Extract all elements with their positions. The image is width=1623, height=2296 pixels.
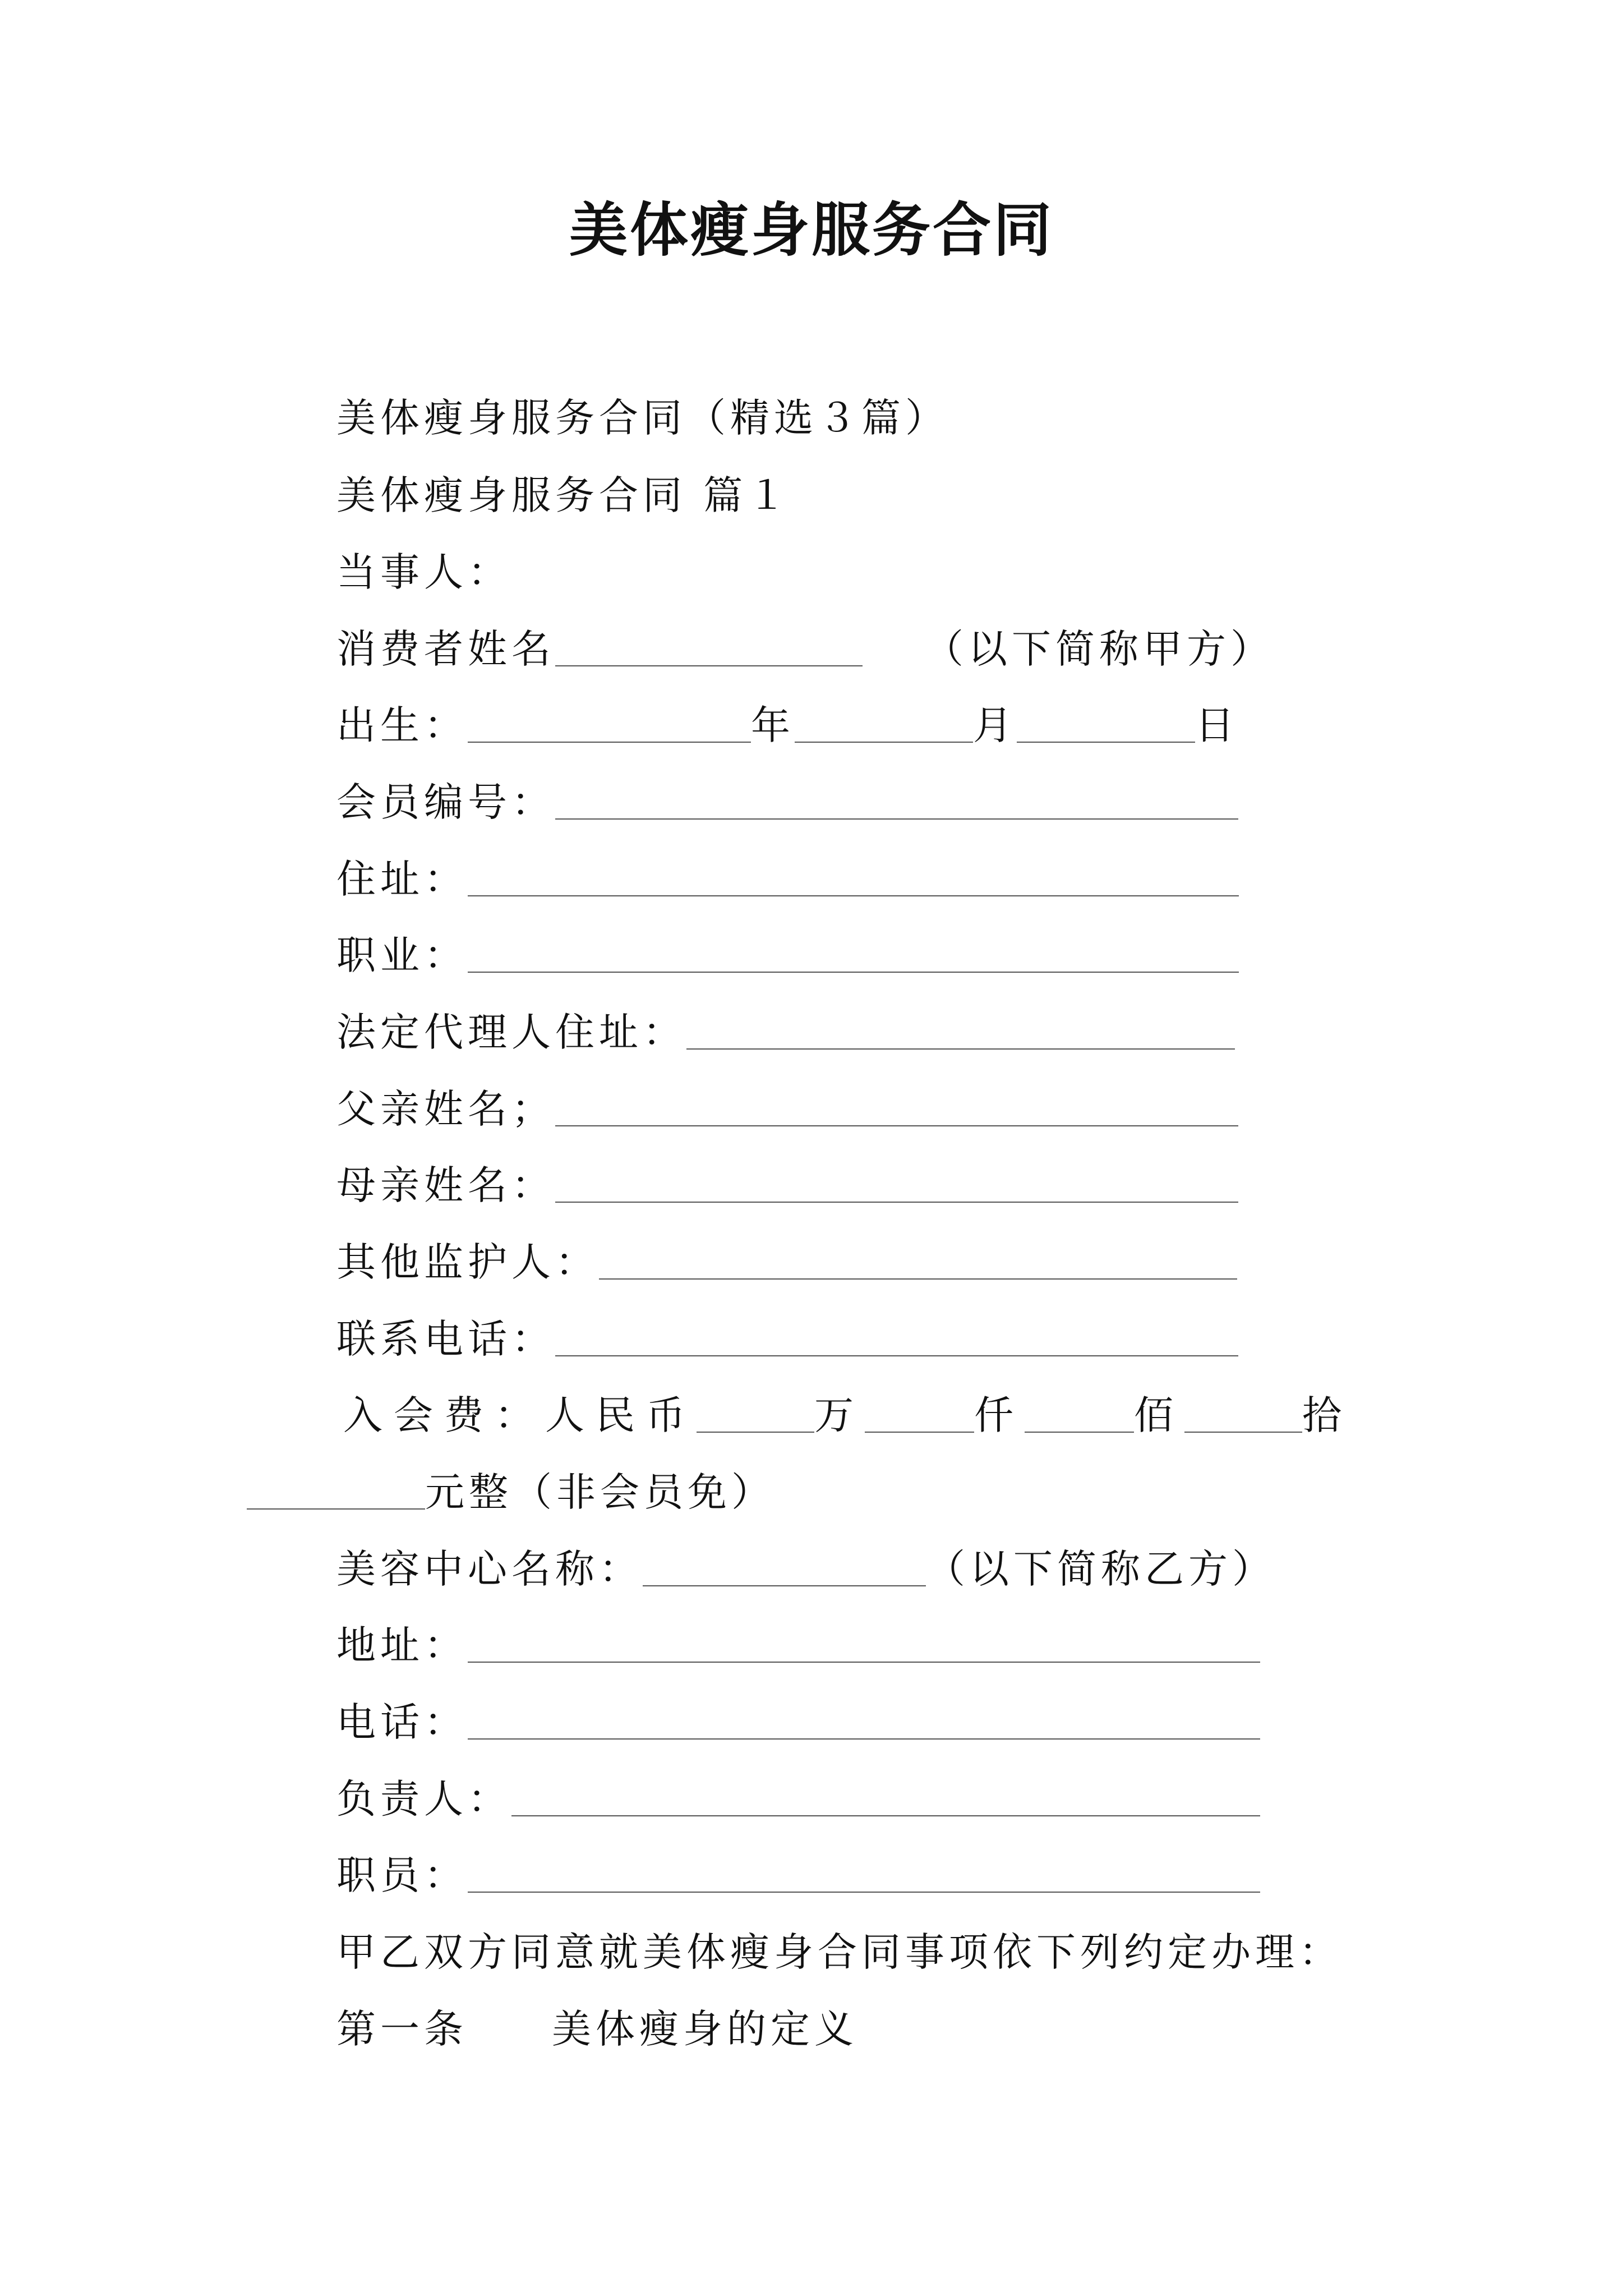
birth-day-label: 日 xyxy=(1195,702,1239,748)
parties-label: 当事人： xyxy=(336,549,511,595)
fee-label: 入会费：人民币 xyxy=(343,1392,697,1438)
guardian-address-label: 法定代理人住址： xyxy=(336,1009,686,1055)
fee-wan-label: 万 xyxy=(814,1392,865,1438)
center-phone-line xyxy=(336,1686,1260,1747)
section-heading-line xyxy=(336,459,791,521)
occupation-label: 职业： xyxy=(336,932,468,978)
birth-month-label: 月 xyxy=(973,702,1017,748)
fee-tail: 元整（非会员免） xyxy=(425,1469,775,1515)
address-line xyxy=(336,843,1239,904)
consumer-name-line xyxy=(336,613,1274,674)
center-manager-field[interactable] xyxy=(511,1776,1260,1816)
center-name-line xyxy=(336,1533,1276,1594)
center-phone-field[interactable] xyxy=(468,1699,1260,1740)
center-name-suffix: （以下简称乙方） xyxy=(926,1546,1276,1592)
birth-year-label: 年 xyxy=(751,702,795,748)
member-no-label: 会员编号： xyxy=(336,779,555,825)
mother-name-label: 母亲姓名： xyxy=(336,1162,555,1208)
fee-qian-label: 仟 xyxy=(974,1392,1025,1438)
other-guardian-field[interactable] xyxy=(599,1239,1237,1280)
document-title: 美体瘦身服务合同 xyxy=(569,195,1054,264)
center-address-line xyxy=(336,1609,1260,1671)
phone-line xyxy=(336,1303,1238,1364)
address-field[interactable] xyxy=(468,856,1239,896)
consumer-name-field[interactable] xyxy=(555,626,863,666)
address-label: 住址： xyxy=(336,856,468,902)
birth-year-field[interactable] xyxy=(468,702,751,743)
center-address-label: 地址： xyxy=(336,1622,468,1668)
center-manager-label: 负责人： xyxy=(336,1776,511,1822)
guardian-address-line xyxy=(336,996,1235,1057)
member-no-field[interactable] xyxy=(555,779,1238,820)
center-manager-line xyxy=(336,1763,1260,1824)
phone-label: 联系电话： xyxy=(336,1316,555,1362)
membership-fee-tail-line xyxy=(247,1456,775,1517)
father-name-field[interactable] xyxy=(555,1086,1238,1126)
center-staff-label: 职员： xyxy=(336,1852,468,1898)
guardian-address-field[interactable] xyxy=(686,1009,1235,1050)
center-phone-label: 电话： xyxy=(336,1699,468,1745)
fee-bai-label: 佰 xyxy=(1134,1392,1184,1438)
birth-day-field[interactable] xyxy=(1017,702,1195,743)
fee-bai-field[interactable] xyxy=(1025,1392,1134,1433)
membership-fee-line xyxy=(343,1379,1353,1441)
occupation-field[interactable] xyxy=(468,932,1239,973)
agreement-text: 甲乙双方同意就美体瘦身合同事项依下列约定办理： xyxy=(336,1929,1343,1975)
fee-wan-field[interactable] xyxy=(697,1392,814,1433)
document-subtitle: 美体瘦身服务合同（精选３篇） xyxy=(336,395,949,441)
fee-qian-field[interactable] xyxy=(865,1392,974,1433)
fee-yuan-field[interactable] xyxy=(247,1469,425,1510)
birth-month-field[interactable] xyxy=(795,702,973,743)
center-name-label: 美容中心名称： xyxy=(336,1546,643,1592)
birth-line xyxy=(336,689,1239,751)
member-no-line xyxy=(336,766,1238,827)
center-name-field[interactable] xyxy=(643,1546,926,1586)
mother-name-line xyxy=(336,1149,1238,1211)
occupation-line xyxy=(336,919,1239,981)
subtitle-line xyxy=(336,381,949,443)
parties-line xyxy=(336,536,511,597)
article-1-title: 美体瘦身的定义 xyxy=(552,2006,858,2052)
agreement-line xyxy=(336,1916,1343,1977)
mother-name-field[interactable] xyxy=(555,1162,1238,1203)
article-1-line xyxy=(336,1993,858,2054)
center-address-field[interactable] xyxy=(468,1622,1260,1663)
consumer-name-suffix: （以下简称甲方） xyxy=(924,626,1274,672)
birth-label: 出生： xyxy=(336,702,468,748)
fee-shi-label: 拾 xyxy=(1302,1392,1353,1438)
consumer-name-label: 消费者姓名 xyxy=(336,626,555,672)
section-heading: 美体瘦身服务合同 篇１ xyxy=(336,472,791,518)
fee-shi-field[interactable] xyxy=(1184,1392,1302,1433)
father-name-label: 父亲姓名； xyxy=(336,1086,555,1132)
other-guardian-line xyxy=(336,1226,1237,1287)
father-name-line xyxy=(336,1073,1238,1134)
center-staff-line xyxy=(336,1839,1260,1901)
article-1-number: 第一条 xyxy=(336,2006,468,2052)
phone-field[interactable] xyxy=(555,1316,1238,1356)
center-staff-field[interactable] xyxy=(468,1852,1260,1893)
other-guardian-label: 其他监护人： xyxy=(336,1239,599,1285)
